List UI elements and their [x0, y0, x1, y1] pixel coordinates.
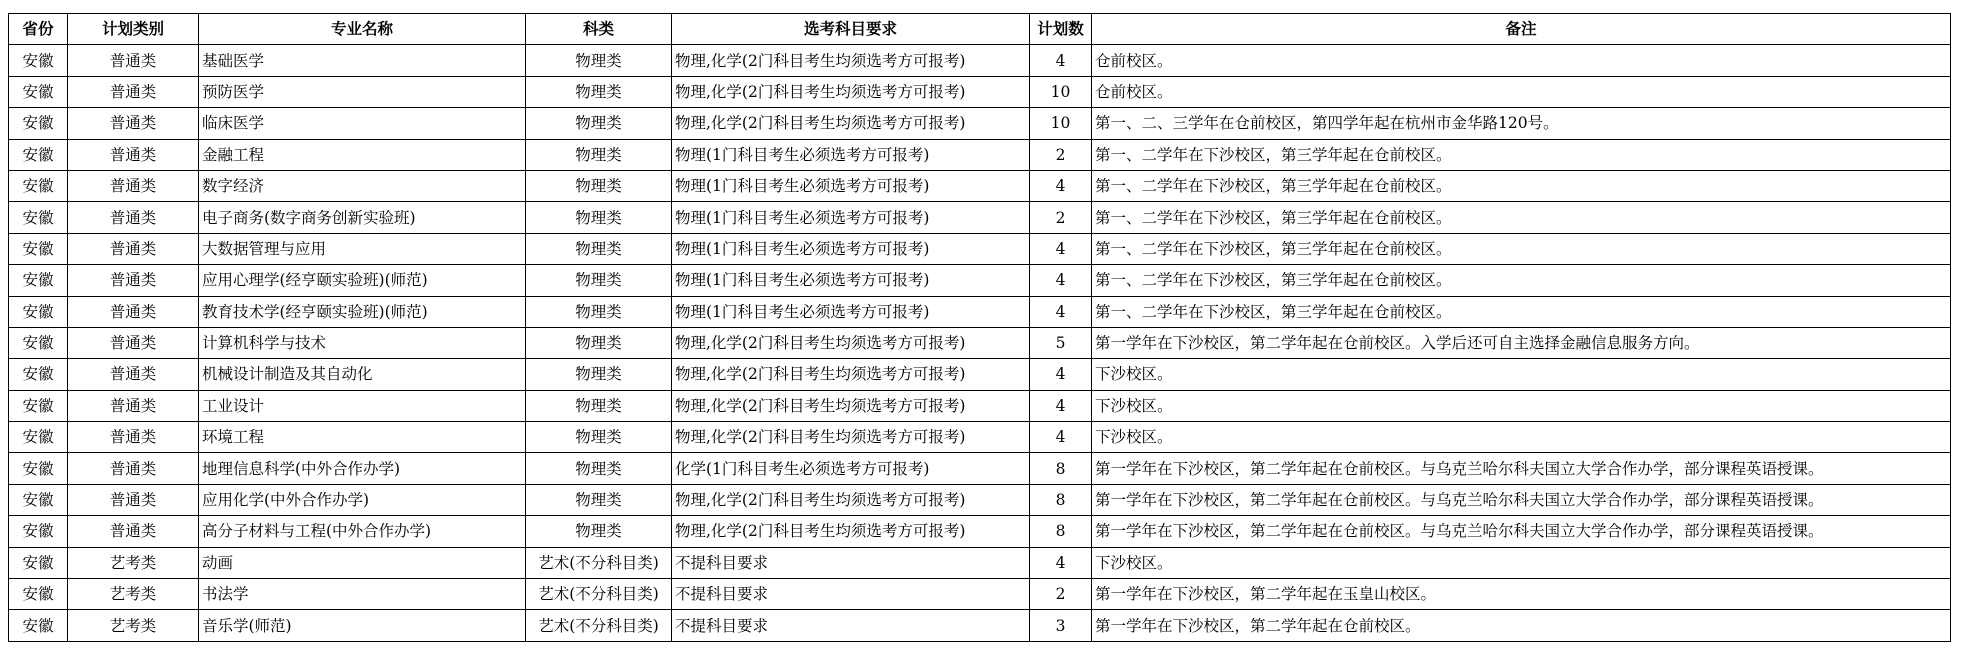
header-major: 专业名称 [199, 14, 526, 45]
note-cell: 第一学年在下沙校区，第二学年起在玉皇山校区。 [1092, 579, 1951, 610]
requirement-cell: 物理(1门科目考生必须选考方可报考) [672, 233, 1030, 264]
subject-type-cell: 物理类 [526, 139, 672, 170]
note-cell: 下沙校区。 [1092, 359, 1951, 390]
note-cell: 第一学年在下沙校区，第二学年起在仓前校区。入学后还可自主选择金融信息服务方向。 [1092, 327, 1951, 358]
plan-cell: 4 [1030, 390, 1092, 421]
province-cell: 安徽 [9, 202, 68, 233]
plan-cell: 4 [1030, 170, 1092, 201]
enrollment-plan-table [8, 13, 1951, 642]
table-row [9, 108, 1951, 139]
major-cell: 环境工程 [199, 422, 526, 453]
plan-cell: 4 [1030, 45, 1092, 76]
subject-type-cell: 物理类 [526, 327, 672, 358]
category-cell: 普通类 [68, 76, 199, 107]
subject-type-cell: 物理类 [526, 422, 672, 453]
major-cell: 预防医学 [199, 76, 526, 107]
category-cell: 艺考类 [68, 579, 199, 610]
category-cell: 普通类 [68, 233, 199, 264]
category-cell: 普通类 [68, 296, 199, 327]
major-cell: 应用心理学(经亨颐实验班)(师范) [199, 265, 526, 296]
province-cell: 安徽 [9, 484, 68, 515]
plan-cell: 3 [1030, 610, 1092, 641]
major-cell: 临床医学 [199, 108, 526, 139]
table-body [9, 45, 1951, 641]
major-cell: 电子商务(数字商务创新实验班) [199, 202, 526, 233]
plan-cell: 8 [1030, 453, 1092, 484]
category-cell: 普通类 [68, 359, 199, 390]
requirement-cell: 物理(1门科目考生必须选考方可报考) [672, 296, 1030, 327]
category-cell: 普通类 [68, 202, 199, 233]
plan-cell: 4 [1030, 359, 1092, 390]
plan-cell: 4 [1030, 296, 1092, 327]
plan-cell: 2 [1030, 139, 1092, 170]
requirement-cell: 物理,化学(2门科目考生均须选考方可报考) [672, 108, 1030, 139]
subject-type-cell: 物理类 [526, 202, 672, 233]
header-row [9, 14, 1951, 45]
subject-type-cell: 物理类 [526, 108, 672, 139]
major-cell: 金融工程 [199, 139, 526, 170]
subject-type-cell: 艺术(不分科目类) [526, 579, 672, 610]
table-row [9, 579, 1951, 610]
header-requirement: 选考科目要求 [672, 14, 1030, 45]
province-cell: 安徽 [9, 76, 68, 107]
category-cell: 普通类 [68, 170, 199, 201]
province-cell: 安徽 [9, 108, 68, 139]
requirement-cell: 物理,化学(2门科目考生均须选考方可报考) [672, 516, 1030, 547]
category-cell: 普通类 [68, 265, 199, 296]
header-plan: 计划数 [1030, 14, 1092, 45]
category-cell: 普通类 [68, 453, 199, 484]
note-cell: 第一、二学年在下沙校区，第三学年起在仓前校区。 [1092, 139, 1951, 170]
category-cell: 普通类 [68, 422, 199, 453]
header-note: 备注 [1092, 14, 1951, 45]
requirement-cell: 物理(1门科目考生必须选考方可报考) [672, 265, 1030, 296]
note-cell: 第一学年在下沙校区，第二学年起在仓前校区。与乌克兰哈尔科夫国立大学合作办学，部分课程英语授课。 [1092, 516, 1951, 547]
subject-type-cell: 物理类 [526, 453, 672, 484]
province-cell: 安徽 [9, 610, 68, 641]
plan-cell: 8 [1030, 484, 1092, 515]
plan-cell: 2 [1030, 579, 1092, 610]
table-row [9, 76, 1951, 107]
major-cell: 工业设计 [199, 390, 526, 421]
requirement-cell: 不提科目要求 [672, 610, 1030, 641]
note-cell: 第一学年在下沙校区，第二学年起在仓前校区。与乌克兰哈尔科夫国立大学合作办学，部分课程英语授课。 [1092, 453, 1951, 484]
requirement-cell: 不提科目要求 [672, 547, 1030, 578]
requirement-cell: 物理,化学(2门科目考生均须选考方可报考) [672, 359, 1030, 390]
table-row [9, 484, 1951, 515]
plan-cell: 8 [1030, 516, 1092, 547]
province-cell: 安徽 [9, 233, 68, 264]
note-cell: 下沙校区。 [1092, 422, 1951, 453]
major-cell: 教育技术学(经亨颐实验班)(师范) [199, 296, 526, 327]
note-cell: 第一、二学年在下沙校区，第三学年起在仓前校区。 [1092, 233, 1951, 264]
category-cell: 普通类 [68, 45, 199, 76]
note-cell: 第一、二学年在下沙校区，第三学年起在仓前校区。 [1092, 170, 1951, 201]
table-row [9, 390, 1951, 421]
table-row [9, 45, 1951, 76]
requirement-cell: 物理,化学(2门科目考生均须选考方可报考) [672, 390, 1030, 421]
major-cell: 基础医学 [199, 45, 526, 76]
subject-type-cell: 物理类 [526, 296, 672, 327]
note-cell: 第一、二学年在下沙校区，第三学年起在仓前校区。 [1092, 202, 1951, 233]
requirement-cell: 化学(1门科目考生必须选考方可报考) [672, 453, 1030, 484]
note-cell: 仓前校区。 [1092, 45, 1951, 76]
major-cell: 应用化学(中外合作办学) [199, 484, 526, 515]
requirement-cell: 物理,化学(2门科目考生均须选考方可报考) [672, 484, 1030, 515]
major-cell: 大数据管理与应用 [199, 233, 526, 264]
table-row [9, 610, 1951, 641]
note-cell: 仓前校区。 [1092, 76, 1951, 107]
header-category: 计划类别 [68, 14, 199, 45]
subject-type-cell: 物理类 [526, 76, 672, 107]
requirement-cell: 物理(1门科目考生必须选考方可报考) [672, 202, 1030, 233]
subject-type-cell: 物理类 [526, 484, 672, 515]
table-row [9, 139, 1951, 170]
note-cell: 第一、二学年在下沙校区，第三学年起在仓前校区。 [1092, 296, 1951, 327]
requirement-cell: 物理,化学(2门科目考生均须选考方可报考) [672, 76, 1030, 107]
note-cell: 下沙校区。 [1092, 547, 1951, 578]
major-cell: 音乐学(师范) [199, 610, 526, 641]
major-cell: 计算机科学与技术 [199, 327, 526, 358]
plan-cell: 10 [1030, 108, 1092, 139]
subject-type-cell: 艺术(不分科目类) [526, 610, 672, 641]
subject-type-cell: 艺术(不分科目类) [526, 547, 672, 578]
category-cell: 普通类 [68, 139, 199, 170]
table-row [9, 359, 1951, 390]
plan-cell: 4 [1030, 547, 1092, 578]
requirement-cell: 不提科目要求 [672, 579, 1030, 610]
category-cell: 普通类 [68, 390, 199, 421]
subject-type-cell: 物理类 [526, 390, 672, 421]
province-cell: 安徽 [9, 45, 68, 76]
plan-cell: 10 [1030, 76, 1092, 107]
subject-type-cell: 物理类 [526, 359, 672, 390]
table-row [9, 233, 1951, 264]
requirement-cell: 物理,化学(2门科目考生均须选考方可报考) [672, 327, 1030, 358]
requirement-cell: 物理,化学(2门科目考生均须选考方可报考) [672, 45, 1030, 76]
table-row [9, 547, 1951, 578]
plan-cell: 5 [1030, 327, 1092, 358]
note-cell: 第一、二学年在下沙校区，第三学年起在仓前校区。 [1092, 265, 1951, 296]
province-cell: 安徽 [9, 327, 68, 358]
major-cell: 数字经济 [199, 170, 526, 201]
table-row [9, 453, 1951, 484]
province-cell: 安徽 [9, 453, 68, 484]
province-cell: 安徽 [9, 139, 68, 170]
table-row [9, 296, 1951, 327]
province-cell: 安徽 [9, 390, 68, 421]
major-cell: 动画 [199, 547, 526, 578]
table-row [9, 422, 1951, 453]
province-cell: 安徽 [9, 359, 68, 390]
plan-cell: 2 [1030, 202, 1092, 233]
note-cell: 第一学年在下沙校区，第二学年起在仓前校区。与乌克兰哈尔科夫国立大学合作办学，部分课程英语授课。 [1092, 484, 1951, 515]
subject-type-cell: 物理类 [526, 233, 672, 264]
major-cell: 高分子材料与工程(中外合作办学) [199, 516, 526, 547]
table-row [9, 202, 1951, 233]
major-cell: 机械设计制造及其自动化 [199, 359, 526, 390]
table-row [9, 265, 1951, 296]
category-cell: 普通类 [68, 327, 199, 358]
province-cell: 安徽 [9, 296, 68, 327]
subject-type-cell: 物理类 [526, 45, 672, 76]
subject-type-cell: 物理类 [526, 516, 672, 547]
plan-cell: 4 [1030, 233, 1092, 264]
major-cell: 书法学 [199, 579, 526, 610]
province-cell: 安徽 [9, 547, 68, 578]
category-cell: 普通类 [68, 108, 199, 139]
subject-type-cell: 物理类 [526, 170, 672, 201]
table-row [9, 516, 1951, 547]
note-cell: 第一学年在下沙校区，第二学年起在仓前校区。 [1092, 610, 1951, 641]
province-cell: 安徽 [9, 265, 68, 296]
category-cell: 艺考类 [68, 610, 199, 641]
province-cell: 安徽 [9, 516, 68, 547]
category-cell: 普通类 [68, 516, 199, 547]
plan-cell: 4 [1030, 265, 1092, 296]
category-cell: 艺考类 [68, 547, 199, 578]
requirement-cell: 物理(1门科目考生必须选考方可报考) [672, 170, 1030, 201]
province-cell: 安徽 [9, 422, 68, 453]
subject-type-cell: 物理类 [526, 265, 672, 296]
requirement-cell: 物理(1门科目考生必须选考方可报考) [672, 139, 1030, 170]
table-row [9, 327, 1951, 358]
table-row [9, 170, 1951, 201]
header-subject-type: 科类 [526, 14, 672, 45]
province-cell: 安徽 [9, 170, 68, 201]
major-cell: 地理信息科学(中外合作办学) [199, 453, 526, 484]
requirement-cell: 物理,化学(2门科目考生均须选考方可报考) [672, 422, 1030, 453]
note-cell: 第一、二、三学年在仓前校区，第四学年起在杭州市金华路120号。 [1092, 108, 1951, 139]
note-cell: 下沙校区。 [1092, 390, 1951, 421]
province-cell: 安徽 [9, 579, 68, 610]
header-province: 省份 [9, 14, 68, 45]
category-cell: 普通类 [68, 484, 199, 515]
plan-cell: 4 [1030, 422, 1092, 453]
